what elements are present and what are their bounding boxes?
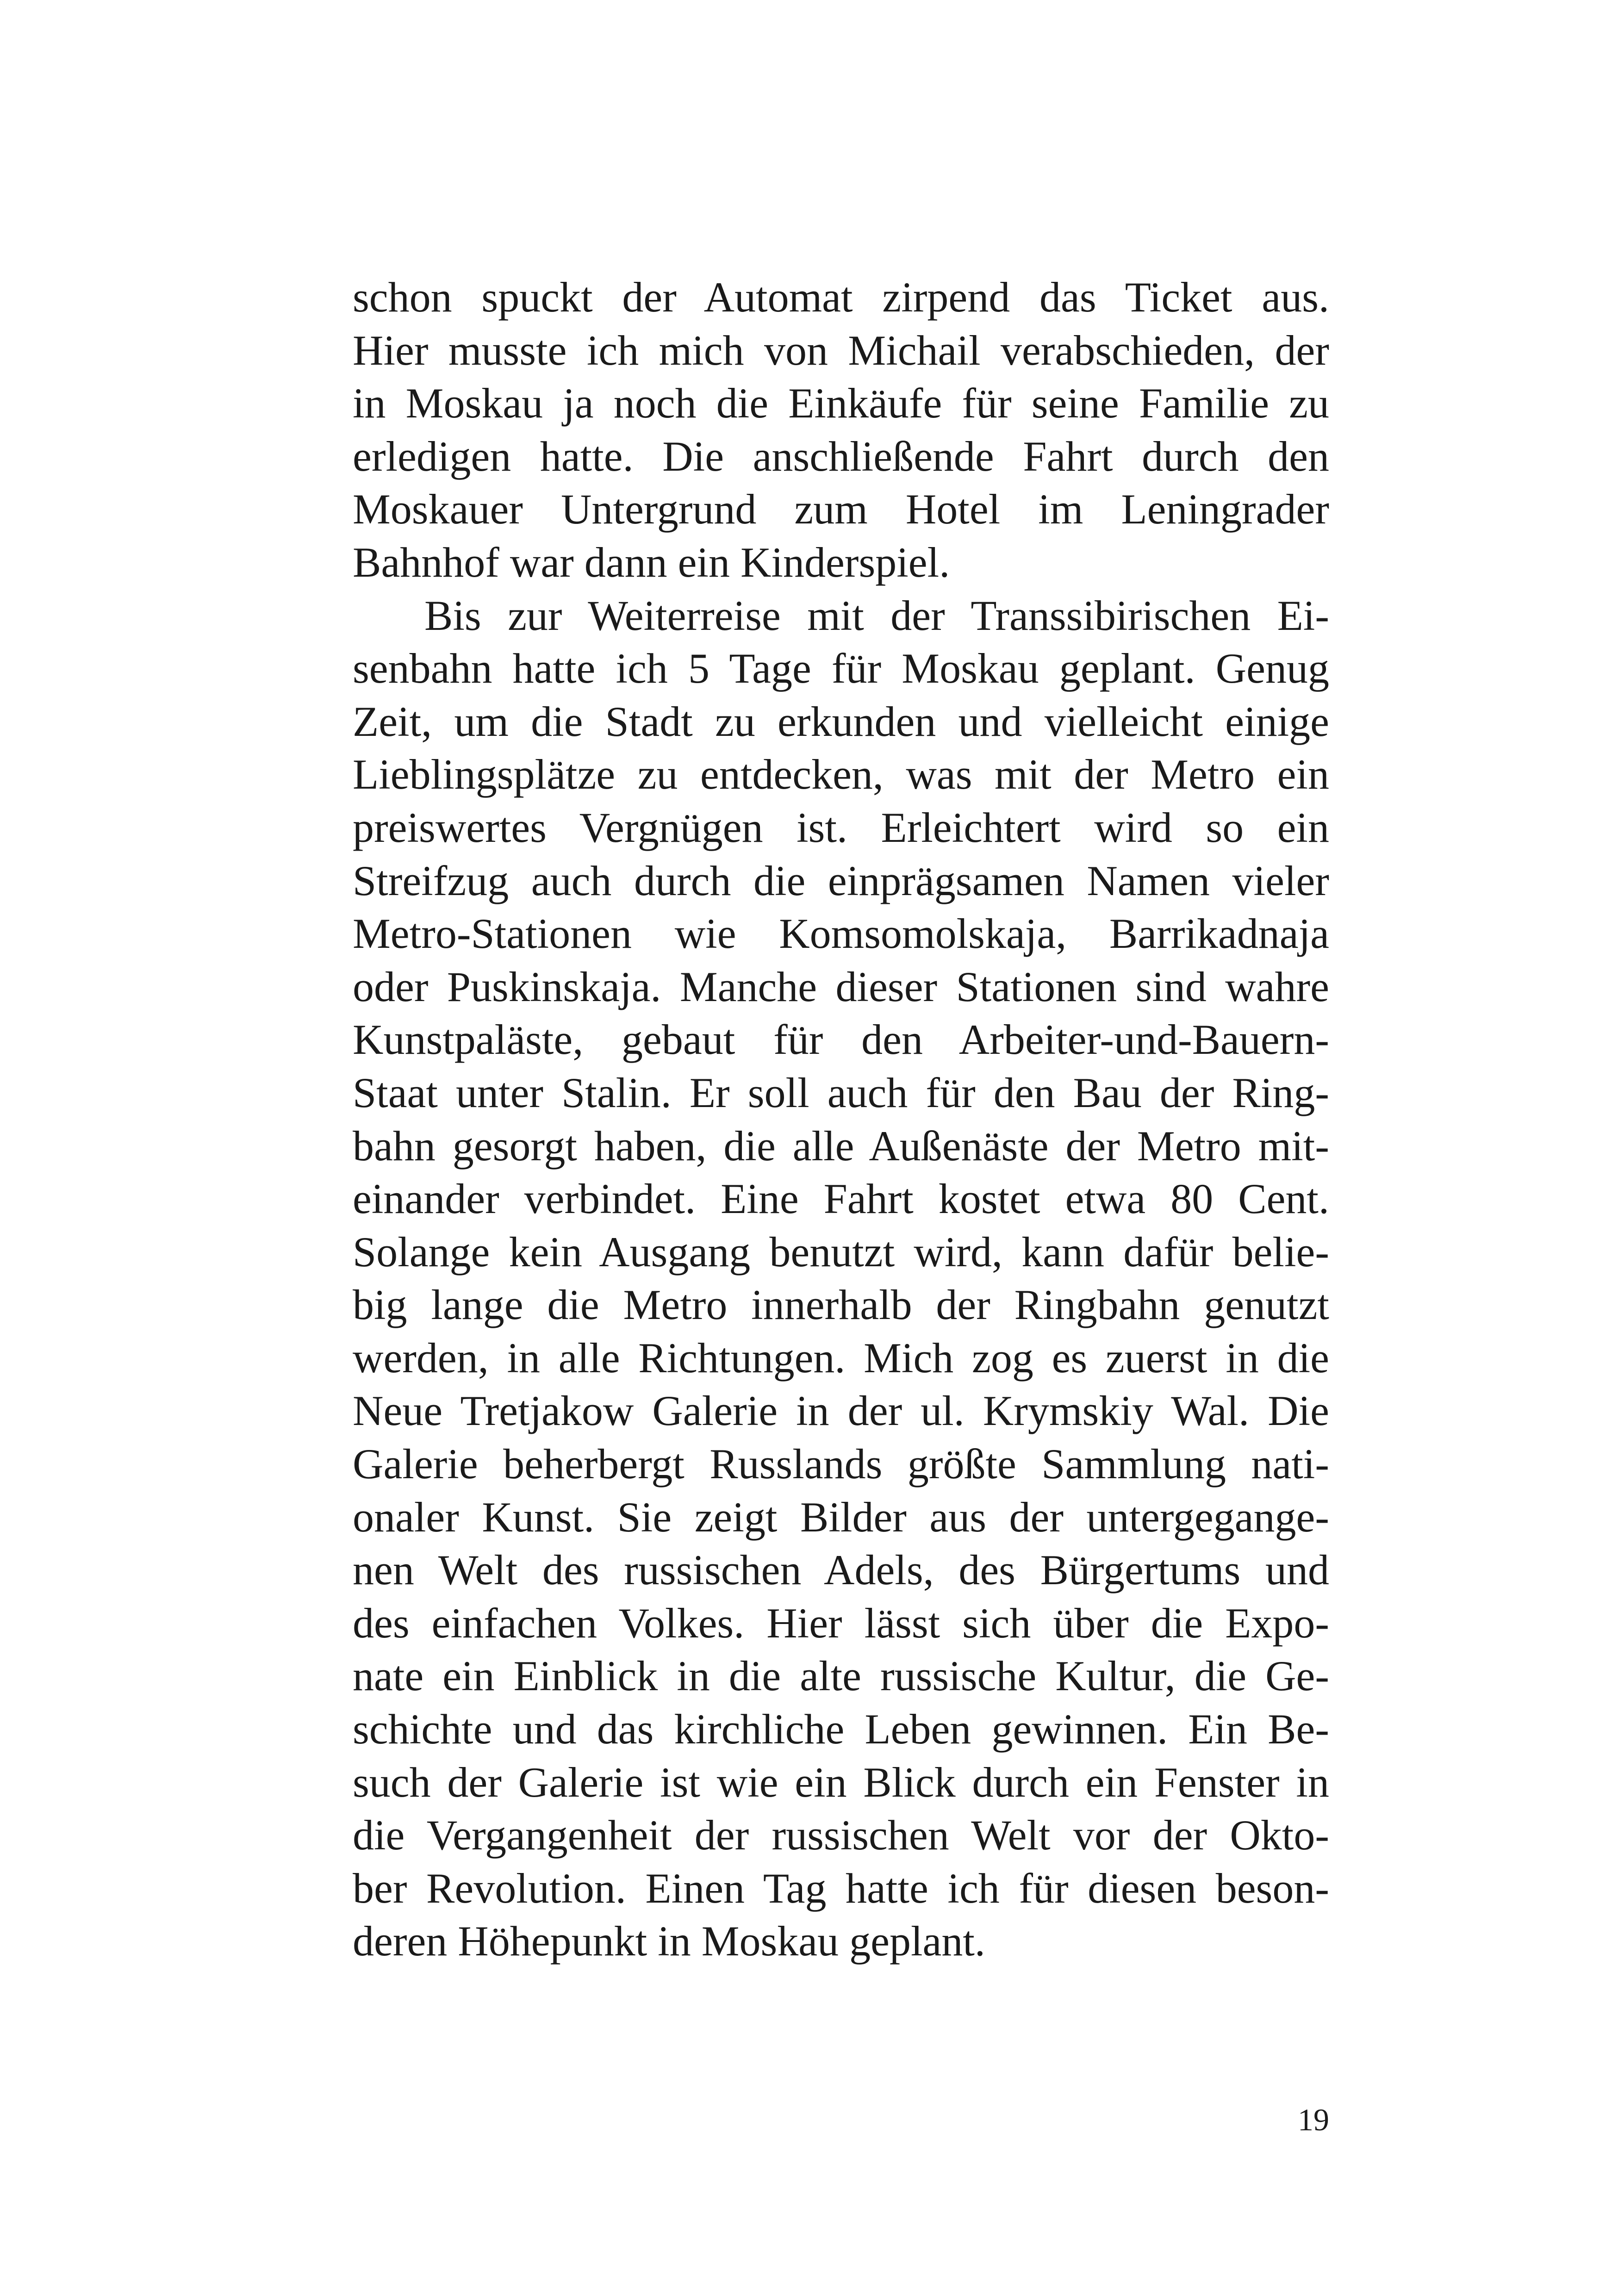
text-line: Staat unter Stalin. Er soll auch für den Bau der Ring- [353, 1069, 1329, 1116]
text-line: Zeit, um die Stadt zu erkunden und vielleicht einige [353, 697, 1329, 745]
text-line: bahn gesorgt haben, die alle Außenäste der Metro mit- [353, 1122, 1329, 1170]
text-line: Galerie beherbergt Russlands größte Sammlung nati- [353, 1440, 1329, 1488]
text-line: Moskauer Untergrund zum Hotel im Leningrader [353, 485, 1329, 533]
text-line: senbahn hatte ich 5 Tage für Moskau geplant. Genug [353, 645, 1329, 692]
text-line: in Moskau ja noch die Einkäufe für seine Familie zu [353, 380, 1329, 427]
text-line: Bahnhof war dann ein Kinderspiel. [353, 538, 950, 586]
text-line: die Vergangenheit der russischen Welt vor der Okto- [353, 1811, 1329, 1859]
text-line: preiswertes Vergnügen ist. Erleichtert wird so ein [353, 803, 1329, 851]
text-line: Hier musste ich mich von Michail verabschieden, der [353, 326, 1329, 374]
text-line: nate ein Einblick in die alte russische Kultur, die Ge- [353, 1652, 1329, 1700]
body-text [353, 271, 1329, 1968]
text-line: des einfachen Volkes. Hier lässt sich über die Expo- [353, 1599, 1329, 1647]
text-line: oder Puskinskaja. Manche dieser Stationen sind wahre [353, 963, 1329, 1010]
paragraph-1 [353, 271, 1329, 589]
text-line: Bis zur Weiterreise mit der Transsibirischen Ei- [424, 591, 1329, 639]
text-line: Lieblingsplätze zu entdecken, was mit der Metro ein [353, 751, 1329, 798]
text-line: such der Galerie ist wie ein Blick durch ein Fenster in [353, 1758, 1329, 1806]
text-line: einander verbindet. Eine Fahrt kostet etwa 80 Cent. [353, 1175, 1329, 1223]
text-line: erledigen hatte. Die anschließende Fahrt durch den [353, 432, 1329, 480]
text-line: Kunstpaläste, gebaut für den Arbeiter-und-Bauern- [353, 1016, 1329, 1064]
text-line: schon spuckt der Automat zirpend das Ticket aus. [353, 274, 1329, 321]
text-line: Metro-Stationen wie Komsomolskaja, Barrikadnaja [353, 910, 1329, 958]
text-line: Solange kein Ausgang benutzt wird, kann dafür belie- [353, 1228, 1329, 1276]
text-line: onaler Kunst. Sie zeigt Bilder aus der untergegange- [353, 1493, 1329, 1541]
paragraph-2 [353, 589, 1329, 1968]
page-number: 19 [1298, 2102, 1329, 2137]
text-line: Neue Tretjakow Galerie in der ul. Krymskiy Wal. Die [353, 1387, 1329, 1435]
text-line: Streifzug auch durch die einprägsamen Namen vieler [353, 857, 1329, 904]
text-line: ber Revolution. Einen Tag hatte ich für diesen beson- [353, 1864, 1329, 1912]
text-line: deren Höhepunkt in Moskau geplant. [353, 1917, 985, 1965]
text-line: schichte und das kirchliche Leben gewinnen. Ein Be- [353, 1705, 1329, 1753]
text-line: nen Welt des russischen Adels, des Bürgertums und [353, 1546, 1329, 1594]
text-line: big lange die Metro innerhalb der Ringbahn genutzt [353, 1281, 1329, 1329]
text-line: werden, in alle Richtungen. Mich zog es zuerst in die [353, 1334, 1329, 1381]
